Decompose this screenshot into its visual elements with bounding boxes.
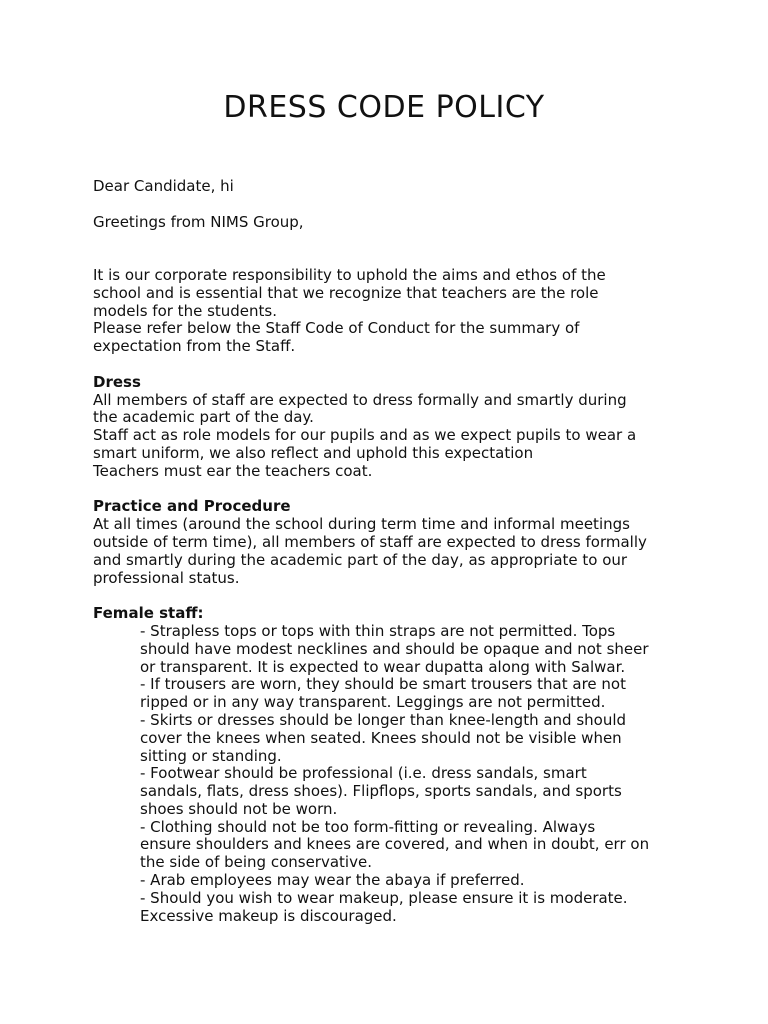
practice-line: professional status. — [93, 568, 240, 587]
female-staff-section — [93, 605, 693, 925]
intro-line: Please refer below the Staff Code of Conduct for the summary of — [93, 319, 580, 338]
practice-line: At all times (around the school during term time and informal meetings — [93, 515, 630, 534]
practice-heading: Practice and Procedure — [93, 497, 291, 516]
practice-section — [93, 498, 693, 587]
document-body — [93, 178, 693, 925]
page-title: DRESS CODE POLICY — [223, 90, 545, 125]
spacer — [93, 587, 693, 605]
list-item: - If trousers are worn, they should be smart trousers that are not — [140, 675, 626, 694]
intro-line: It is our corporate responsibility to uphold the aims and ethos of the — [93, 265, 606, 284]
spacer — [93, 231, 693, 267]
spacer — [93, 356, 693, 374]
practice-line: outside of term time), all members of staff are expected to dress formally — [93, 532, 647, 551]
dress-line: All members of staff are expected to dress formally and smartly during — [93, 390, 627, 409]
dress-heading: Dress — [93, 372, 141, 391]
female-staff-list — [93, 623, 693, 926]
list-item: or transparent. It is expected to wear dupatta along with Salwar. — [140, 657, 626, 676]
list-item: - Arab employees may wear the abaya if preferred. — [140, 871, 525, 890]
dress-line: the academic part of the day. — [93, 408, 314, 427]
list-item: should have modest necklines and should be opaque and not sheer — [140, 639, 649, 658]
spacer — [93, 481, 693, 499]
spacer — [93, 196, 693, 214]
list-item: cover the knees when seated. Knees should not be visible when — [140, 728, 622, 747]
list-item: - Footwear should be professional (i.e. dress sandals, smart — [140, 764, 587, 783]
list-item: ensure shoulders and knees are covered, and when in doubt, err on — [140, 835, 650, 854]
salutation: Dear Candidate, hi — [93, 177, 234, 195]
greeting: Greetings from NIMS Group, — [93, 212, 304, 231]
intro-paragraph — [93, 267, 693, 356]
dress-line: Teachers must ear the teachers coat. — [93, 461, 373, 480]
female-staff-heading: Female staff: — [93, 604, 204, 623]
dress-line: Staff act as role models for our pupils and as we expect pupils to wear a — [93, 426, 637, 445]
list-item: sandals, flats, dress shoes). Flipflops, sports sandals, and sports — [140, 782, 622, 801]
list-item: - Should you wish to wear makeup, please ensure it is moderate. — [140, 888, 628, 907]
list-item: sitting or standing. — [140, 746, 282, 765]
list-item: shoes should not be worn. — [140, 799, 338, 818]
intro-line: models for the students. — [93, 301, 277, 320]
practice-line: and smartly during the academic part of the day, as appropriate to our — [93, 550, 628, 569]
dress-line: smart uniform, we also reflect and uphold this expectation — [93, 443, 534, 462]
list-item: - Skirts or dresses should be longer than knee-length and should — [140, 710, 627, 729]
list-item: Excessive makeup is discouraged. — [140, 906, 397, 925]
intro-line: expectation from the Staff. — [93, 337, 296, 356]
intro-line: school and is essential that we recognize that teachers are the role — [93, 283, 599, 302]
dress-section — [93, 374, 693, 481]
list-item: - Clothing should not be too form-fitting or revealing. Always — [140, 817, 596, 836]
list-item: - Strapless tops or tops with thin straps are not permitted. Tops — [140, 621, 616, 640]
list-item: ripped or in any way transparent. Leggings are not permitted. — [140, 693, 606, 712]
list-item: the side of being conservative. — [140, 853, 372, 872]
